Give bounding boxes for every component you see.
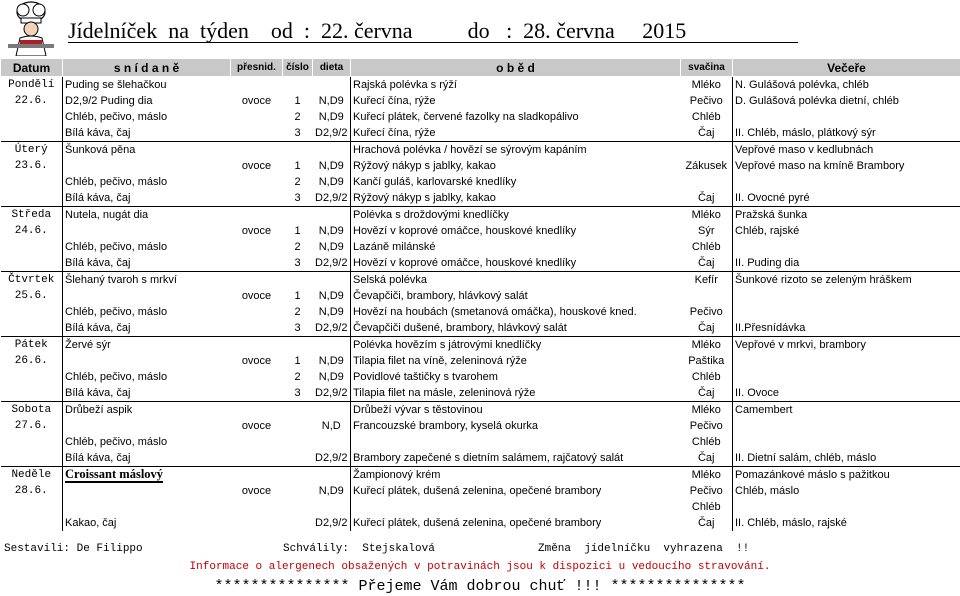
footer-zmena: Změna jídelníčku vyhrazena !! <box>538 543 750 555</box>
cell-svacina <box>681 174 733 190</box>
day-date: 28.6. <box>14 485 48 497</box>
cell-svacina: Pečivo <box>689 420 723 432</box>
cell-cislo: 1 <box>294 290 301 302</box>
cell-dieta: D2,9/2 <box>315 387 348 399</box>
col-vecere: Večeře <box>733 59 960 77</box>
cell-presnid <box>231 207 283 224</box>
cell-cislo: 3 <box>294 127 301 139</box>
cell-vecere: Chléb, máslo <box>733 483 960 499</box>
cell-vecere <box>733 434 960 450</box>
cell-obed: Povidlové taštičky s tvarohem <box>351 369 681 385</box>
cell-vecere <box>733 369 960 385</box>
cell-presnid <box>231 77 283 94</box>
cell-vecere: N. Gulášová polévka, chléb <box>733 77 960 94</box>
cell-presnid: ovoce <box>241 160 272 172</box>
cell-obed: Tilapia filet na víně, zeleninová rýže <box>351 353 681 369</box>
footer-signatures <box>0 543 960 557</box>
cell-obed: Kuřecí čína, rýže <box>351 125 681 142</box>
cell-snidane: Nutela, nugát dia <box>63 207 231 224</box>
cell-obed: Kuřecí plátek, dušená zelenina, opečené brambory <box>351 483 681 499</box>
cell-cislo <box>283 499 313 515</box>
table-row <box>1 467 960 484</box>
day-cell <box>1 320 63 337</box>
cell-dieta: N,D9 <box>318 225 344 237</box>
col-datum: Datum <box>1 59 63 77</box>
cell-vecere <box>733 109 960 125</box>
cell-presnid <box>231 190 283 207</box>
cell-dieta: D2,9/2 <box>315 322 348 334</box>
cell-cislo: 3 <box>294 322 301 334</box>
cell-presnid <box>231 272 283 289</box>
cell-presnid <box>231 499 283 515</box>
day-name: Středa <box>1 207 63 224</box>
cell-svacina: Mléko <box>681 77 733 94</box>
table-row <box>1 125 960 142</box>
chef-icon <box>2 0 60 56</box>
cell-obed: Tilapia filet na másle, zeleninová rýže <box>351 385 681 402</box>
cell-vecere: Vepřové maso v kedlubnách <box>733 142 960 159</box>
cell-dieta: N,D9 <box>318 160 344 172</box>
cell-snidane: D2,9/2 Puding dia <box>63 93 231 109</box>
cell-cislo <box>283 467 313 484</box>
cell-obed <box>351 434 681 450</box>
cell-snidane: Chléb, pečivo, máslo <box>63 174 231 190</box>
cell-obed: Kuřecí plátek, červené fazolky na sladkopálivo <box>351 109 681 125</box>
cell-snidane: Bílá káva, čaj <box>63 320 231 337</box>
table-row <box>1 385 960 402</box>
cell-snidane: Drůbeží aspik <box>63 402 231 419</box>
cell-cislo: 2 <box>294 371 301 383</box>
day-cell <box>1 109 63 125</box>
table-row <box>1 239 960 255</box>
cell-obed: Polévka s droždovými knedlíčky <box>351 207 681 224</box>
cell-obed: Francouzské brambory, kyselá okurka <box>351 418 681 434</box>
cell-vecere <box>733 288 960 304</box>
table-row <box>1 174 960 190</box>
cell-svacina: Sýr <box>698 225 715 237</box>
cell-cislo <box>283 207 313 224</box>
cell-presnid <box>231 109 283 125</box>
cell-vecere: Pražská šunka <box>733 207 960 224</box>
cell-presnid <box>231 125 283 142</box>
menu-table <box>0 58 960 531</box>
cell-obed: Kančí guláš, karlovarské knedlíky <box>351 174 681 190</box>
cell-vecere <box>733 353 960 369</box>
cell-svacina <box>681 142 733 159</box>
cell-cislo: 2 <box>294 111 301 123</box>
cell-vecere: Vepřové v mrkvi, brambory <box>733 337 960 354</box>
day-date: 24.6. <box>14 225 48 237</box>
cell-dieta: N,D9 <box>318 241 344 253</box>
cell-presnid: ovoce <box>241 225 272 237</box>
cell-presnid <box>231 402 283 419</box>
cell-dieta: N,D9 <box>318 95 344 107</box>
cell-dieta <box>313 467 351 484</box>
cell-obed: Polévka hovězím s játrovými knedlíčky <box>351 337 681 354</box>
table-row <box>1 207 960 224</box>
cell-vecere <box>733 418 960 434</box>
cell-cislo: 3 <box>294 387 301 399</box>
cell-vecere: II. Chléb, máslo, plátkový sýr <box>733 125 960 142</box>
cell-cislo: 1 <box>294 355 301 367</box>
menu-body <box>1 77 960 532</box>
cell-obed: Čevapčiči, brambory, hlávkový salát <box>351 288 681 304</box>
cell-snidane <box>63 467 231 484</box>
cell-dieta: N,D9 <box>318 355 344 367</box>
day-cell <box>1 304 63 320</box>
day-cell <box>1 239 63 255</box>
cell-snidane: Bílá káva, čaj <box>63 125 231 142</box>
cell-presnid <box>231 467 283 484</box>
cell-obed: Brambory zapečené s dietním salámem, rajčatový salát <box>351 450 681 467</box>
day-cell <box>1 125 63 142</box>
cell-vecere: Šunkové rizoto se zeleným hráškem <box>733 272 960 289</box>
cell-presnid <box>231 515 283 531</box>
cell-dieta: D2,9/2 <box>315 192 348 204</box>
day-cell <box>1 385 63 402</box>
cell-dieta <box>313 434 351 450</box>
cell-cislo <box>283 272 313 289</box>
cell-presnid <box>231 337 283 354</box>
cell-cislo <box>283 450 313 467</box>
cell-presnid: ovoce <box>241 485 272 497</box>
table-row <box>1 304 960 320</box>
cell-svacina: Chléb <box>691 501 721 513</box>
footer-schvalily: Schválily: Stejskalová <box>283 543 435 555</box>
cell-cislo <box>283 483 313 499</box>
col-obed: o b ě d <box>351 59 681 77</box>
cell-dieta: N,D9 <box>318 290 344 302</box>
cell-cislo <box>283 418 313 434</box>
cell-snidane: Kakao, čaj <box>63 515 231 531</box>
col-snidane: s n í d a n ě <box>63 59 231 77</box>
cell-svacina: Mléko <box>681 337 733 354</box>
cell-presnid: ovoce <box>241 290 272 302</box>
cell-cislo <box>283 142 313 159</box>
croissant-label: Croissant máslový <box>65 467 164 481</box>
table-row <box>1 109 960 125</box>
table-row <box>1 337 960 354</box>
page-header <box>0 0 960 56</box>
day-name: Pátek <box>1 337 63 354</box>
table-row <box>1 320 960 337</box>
cell-svacina: Mléko <box>681 467 733 484</box>
cell-svacina: Čaj <box>697 127 715 139</box>
cell-dieta <box>313 77 351 94</box>
cell-snidane: Šlehaný tvaroh s mrkví <box>63 272 231 289</box>
cell-svacina: Chléb <box>691 436 721 448</box>
cell-presnid: ovoce <box>241 95 272 107</box>
day-date: 22.6. <box>14 95 48 107</box>
cell-presnid <box>231 239 283 255</box>
cell-vecere <box>733 499 960 515</box>
cell-svacina: Pečivo <box>689 95 723 107</box>
table-row <box>1 418 960 434</box>
cell-cislo <box>283 402 313 419</box>
day-cell <box>1 499 63 515</box>
col-dieta: dieta <box>313 59 351 77</box>
cell-cislo: 2 <box>294 241 301 253</box>
table-row <box>1 77 960 94</box>
table-row <box>1 369 960 385</box>
table-row <box>1 158 960 174</box>
cell-svacina: Pečivo <box>689 485 723 497</box>
cell-dieta <box>313 207 351 224</box>
cell-vecere: Vepřové maso na kmíně Brambory <box>733 158 960 174</box>
cell-cislo <box>283 515 313 531</box>
cell-presnid <box>231 320 283 337</box>
day-date: 25.6. <box>14 290 48 302</box>
cell-presnid <box>231 304 283 320</box>
cell-presnid <box>231 434 283 450</box>
cell-svacina: Mléko <box>681 402 733 419</box>
table-row <box>1 450 960 467</box>
cell-obed: Kuřecí čína, rýže <box>351 93 681 109</box>
cell-vecere <box>733 174 960 190</box>
cell-vecere: Pomazánkové máslo s pažitkou <box>733 467 960 484</box>
cell-obed: Hovězí v koprové omáčce, houskové knedlíky <box>351 255 681 272</box>
footer-alergeny: Informace o alergenech obsažených v potravinách jsou k dispozici u vedoucího stravování. <box>189 561 771 573</box>
day-date: 23.6. <box>14 160 48 172</box>
cell-cislo: 3 <box>294 257 301 269</box>
table-row <box>1 93 960 109</box>
cell-vecere <box>733 239 960 255</box>
cell-dieta: N,D9 <box>318 371 344 383</box>
cell-dieta: N,D9 <box>318 306 344 318</box>
cell-snidane: Chléb, pečivo, máslo <box>63 304 231 320</box>
cell-presnid <box>231 385 283 402</box>
day-cell <box>1 174 63 190</box>
cell-obed: Drůbeží vývar s těstovinou <box>351 402 681 419</box>
cell-obed: Rajská polévka s rýží <box>351 77 681 94</box>
cell-svacina: Zákusek <box>685 160 728 172</box>
table-header-row <box>1 59 960 77</box>
cell-snidane: Bílá káva, čaj <box>63 190 231 207</box>
cell-vecere: II. Chléb, máslo, rajské <box>733 515 960 531</box>
col-cislo: číslo <box>283 59 313 77</box>
table-row <box>1 255 960 272</box>
footer-prani: *************** Přejeme Vám dobrou chuť !!! *************** <box>214 578 746 595</box>
cell-cislo <box>283 337 313 354</box>
cell-presnid <box>231 142 283 159</box>
cell-svacina: Čaj <box>697 452 715 464</box>
cell-vecere: II.Přesnídávka <box>733 320 960 337</box>
cell-cislo: 3 <box>294 192 301 204</box>
cell-svacina: Čaj <box>697 387 715 399</box>
cell-obed: Rýžový nákyp s jablky, kakao <box>351 158 681 174</box>
cell-snidane: Šunková pěna <box>63 142 231 159</box>
day-name: Čtvrtek <box>1 272 63 289</box>
cell-snidane: Žervé sýr <box>63 337 231 354</box>
cell-svacina: Chléb <box>691 111 721 123</box>
cell-vecere: II. Ovocné pyré <box>733 190 960 207</box>
cell-snidane: Chléb, pečivo, máslo <box>63 369 231 385</box>
col-presnid: přesnid. <box>231 59 283 77</box>
col-svacina: svačina <box>681 59 733 77</box>
cell-cislo: 2 <box>294 176 301 188</box>
day-cell <box>1 190 63 207</box>
day-cell <box>1 515 63 531</box>
cell-svacina: Pečivo <box>689 306 723 318</box>
cell-obed: Hrachová polévka / hovězí se sýrovým kapáním <box>351 142 681 159</box>
cell-cislo: 1 <box>294 160 301 172</box>
cell-vecere: Chléb, rajské <box>733 223 960 239</box>
day-cell <box>1 434 63 450</box>
cell-obed: Hovězí v koprové omáčce, houskové knedlíky <box>351 223 681 239</box>
page-title: Jídelníček na týden od : 22. června do : 28. června 2015 <box>68 18 687 43</box>
cell-dieta: N,D9 <box>318 485 344 497</box>
cell-cislo <box>283 434 313 450</box>
cell-obed: Lazáně milánské <box>351 239 681 255</box>
cell-vecere <box>733 304 960 320</box>
cell-presnid <box>231 369 283 385</box>
cell-obed: Rýžový nákyp s jablky, kakao <box>351 190 681 207</box>
table-row <box>1 434 960 450</box>
cell-snidane <box>63 499 231 515</box>
cell-dieta <box>313 499 351 515</box>
table-row <box>1 483 960 499</box>
cell-vecere: II. Dietní salám, chléb, máslo <box>733 450 960 467</box>
cell-snidane <box>63 483 231 499</box>
table-row <box>1 223 960 239</box>
cell-dieta <box>313 337 351 354</box>
cell-snidane <box>63 288 231 304</box>
cell-snidane: Chléb, pečivo, máslo <box>63 109 231 125</box>
cell-cislo: 1 <box>294 95 301 107</box>
cell-dieta: N,D9 <box>318 111 344 123</box>
table-row <box>1 353 960 369</box>
cell-obed: Hovězí na houbách (smetanová omáčka), houskové kned. <box>351 304 681 320</box>
cell-svacina: Čaj <box>697 517 715 529</box>
cell-dieta: D2,9/2 <box>315 517 348 529</box>
table-row <box>1 515 960 531</box>
table-row <box>1 142 960 159</box>
day-name: Úterý <box>1 142 63 159</box>
cell-dieta <box>313 272 351 289</box>
cell-svacina: Paštika <box>688 355 725 367</box>
cell-svacina: Kefír <box>681 272 733 289</box>
day-name: Pondělí <box>1 77 63 94</box>
day-date: 26.6. <box>14 355 48 367</box>
cell-vecere: Camembert <box>733 402 960 419</box>
cell-svacina: Chléb <box>691 241 721 253</box>
day-date: 27.6. <box>14 420 48 432</box>
table-row <box>1 288 960 304</box>
cell-snidane: Bílá káva, čaj <box>63 450 231 467</box>
cell-presnid: ovoce <box>241 355 272 367</box>
cell-svacina: Čaj <box>697 322 715 334</box>
cell-dieta: N,D9 <box>318 176 344 188</box>
cell-vecere: D. Gulášová polévka dietní, chléb <box>733 93 960 109</box>
table-row <box>1 499 960 515</box>
cell-dieta: N,D <box>321 420 341 432</box>
cell-cislo: 1 <box>294 225 301 237</box>
cell-snidane: Bílá káva, čaj <box>63 385 231 402</box>
cell-cislo: 2 <box>294 306 301 318</box>
cell-presnid <box>231 174 283 190</box>
cell-obed: Žampionový krém <box>351 467 681 484</box>
cell-snidane: Chléb, pečivo, máslo <box>63 239 231 255</box>
cell-snidane <box>63 223 231 239</box>
cell-svacina: Čaj <box>697 257 715 269</box>
cell-svacina: Čaj <box>697 192 715 204</box>
table-row <box>1 272 960 289</box>
cell-snidane: Bílá káva, čaj <box>63 255 231 272</box>
cell-dieta: D2,9/2 <box>315 452 348 464</box>
cell-presnid: ovoce <box>241 420 272 432</box>
cell-svacina <box>681 288 733 304</box>
cell-obed: Selská polévka <box>351 272 681 289</box>
footer-sestavil: Sestavili: De Filippo <box>4 543 143 555</box>
title-underline <box>68 42 798 43</box>
cell-dieta: D2,9/2 <box>315 127 348 139</box>
cell-snidane: Puding se šlehačkou <box>63 77 231 94</box>
cell-snidane <box>63 353 231 369</box>
cell-dieta: D2,9/2 <box>315 257 348 269</box>
day-name: Sobota <box>1 402 63 419</box>
table-row <box>1 190 960 207</box>
cell-obed: Kuřecí plátek, dušená zelenina, opečené brambory <box>351 515 681 531</box>
cell-presnid <box>231 450 283 467</box>
cell-snidane <box>63 418 231 434</box>
cell-vecere: II. Puding dia <box>733 255 960 272</box>
cell-obed <box>351 499 681 515</box>
cell-obed: Čevapčiči dušené, brambory, hlávkový salát <box>351 320 681 337</box>
cell-presnid <box>231 255 283 272</box>
table-row <box>1 402 960 419</box>
cell-dieta <box>313 402 351 419</box>
day-cell <box>1 255 63 272</box>
day-cell <box>1 450 63 467</box>
cell-cislo <box>283 77 313 94</box>
cell-snidane: Chléb, pečivo, máslo <box>63 434 231 450</box>
cell-dieta <box>313 142 351 159</box>
cell-snidane <box>63 158 231 174</box>
cell-svacina: Mléko <box>681 207 733 224</box>
day-name: Neděle <box>1 467 63 484</box>
day-cell <box>1 369 63 385</box>
cell-svacina: Chléb <box>691 371 721 383</box>
cell-vecere: II. Ovoce <box>733 385 960 402</box>
